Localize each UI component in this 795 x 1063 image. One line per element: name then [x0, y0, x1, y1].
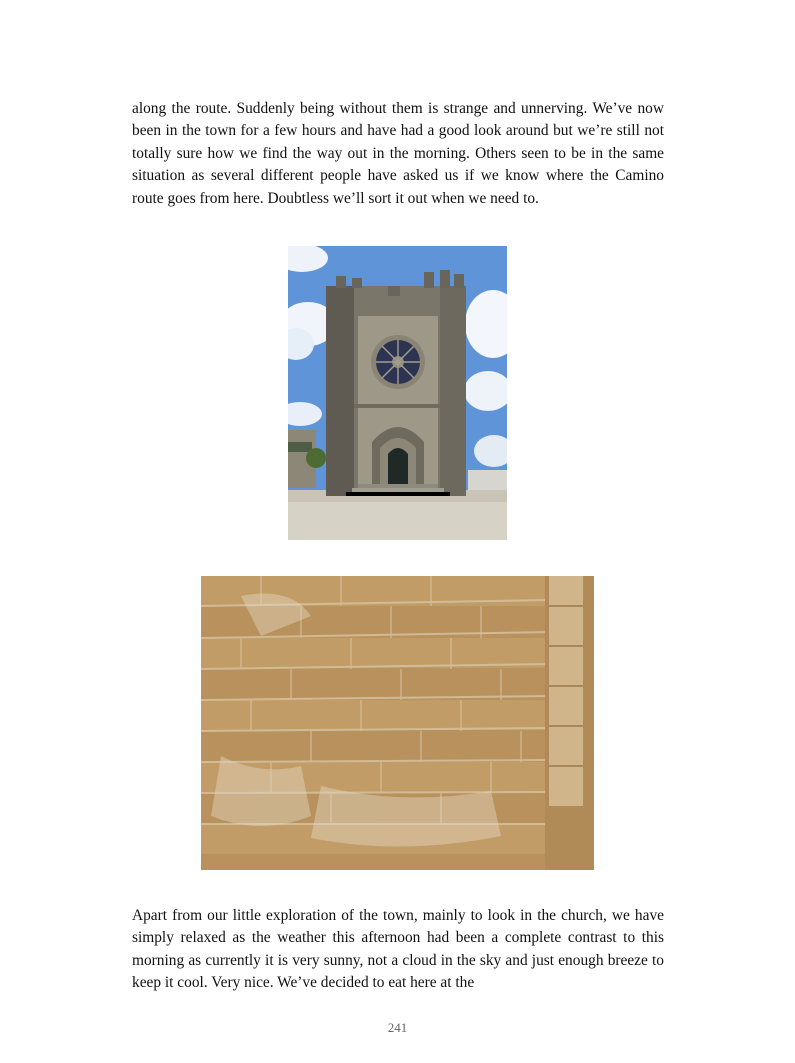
page-number: 241	[387, 1020, 408, 1035]
body-paragraph-top: along the route. Suddenly being without them is strange and unnerving. We’ve now been in the town for a few hours and have had a good look around but we’re still not totally sure how we find the way out in the morning. Others seen to be in the same situation as several different people have asked us if we know where the Camino route goes from here. Doubtless we’ll sort it out when we need to.	[132, 100, 664, 207]
stone-wall-photo	[201, 576, 594, 870]
church-tower-photo	[288, 246, 507, 540]
body-paragraph-bottom: Apart from our little exploration of the town, mainly to look in the church, we have simply relaxed as the weather this afternoon had been a complete contrast to this morning as currently it is very sunny, not a cloud in the sky and just enough breeze to keep it cool. Very nice. We’ve decided to eat here at the	[132, 907, 664, 992]
